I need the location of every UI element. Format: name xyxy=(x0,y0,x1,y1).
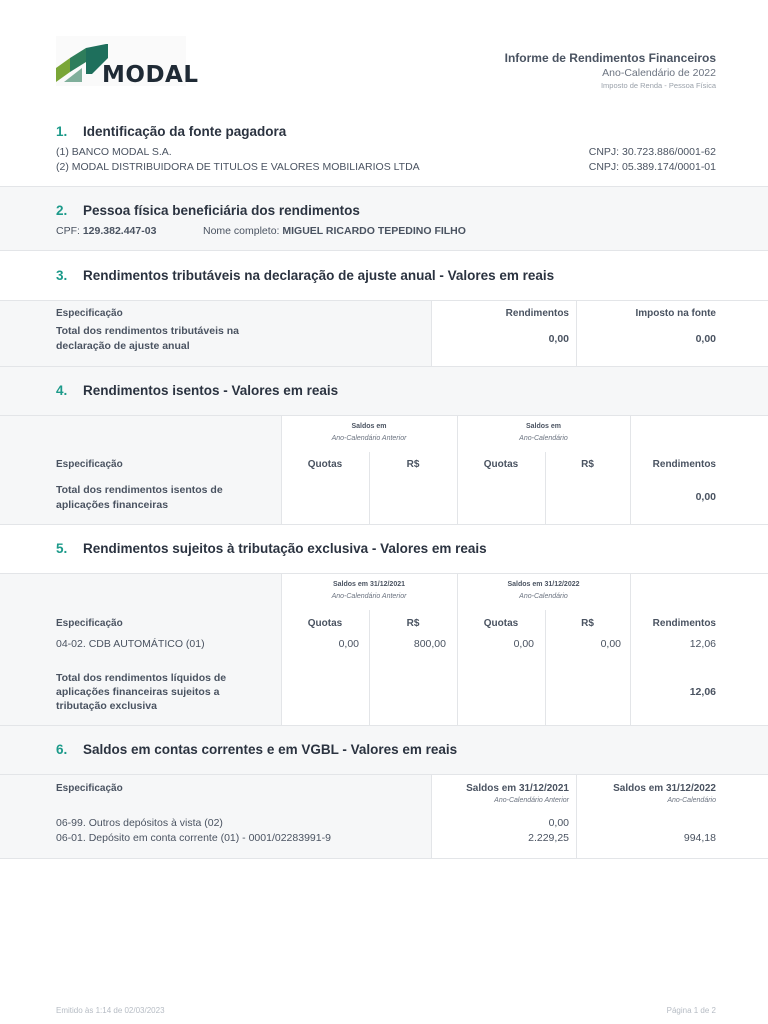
section-4-title xyxy=(56,383,338,398)
name-label: Nome completo: xyxy=(203,225,280,237)
report-year: Ano-Calendário de 2022 xyxy=(602,67,716,79)
s6-row2-v1: 2.229,25 xyxy=(528,832,569,844)
s3-row-label-1: Total dos rendimentos tributáveis na xyxy=(56,325,240,337)
section-2-band xyxy=(0,186,768,250)
s3-row-label-2: declaração de ajuste anual xyxy=(56,340,190,352)
modal-logo xyxy=(56,36,199,88)
s5-row-label: 04-02. CDB AUTOMÁTICO (01) xyxy=(56,638,205,650)
section-1-number: 1. xyxy=(56,124,68,139)
cpf-value: 129.382.447-03 xyxy=(82,225,157,237)
s3-col-imp: Imposto na fonte xyxy=(635,308,716,319)
cpf-label: CPF: xyxy=(56,225,80,237)
s4-rend-value: 0,00 xyxy=(695,491,716,503)
s6-row1-label: 06-99. Outros depósitos à vista (02) xyxy=(56,817,223,829)
s5-grp1-sub: Ano-Calendário Anterior xyxy=(331,593,407,600)
payer-2-cnpj: CNPJ: 05.389.174/0001-01 xyxy=(588,161,716,173)
report-note: Imposto de Renda - Pessoa Física xyxy=(600,81,716,90)
footer-page: Página 1 de 2 xyxy=(666,1006,716,1015)
s5-col-rend: Rendimentos xyxy=(652,618,716,629)
s6-col2-sub: Ano-Calendário xyxy=(667,797,716,804)
s4-row-label-2: aplicações financeiras xyxy=(56,499,169,511)
modal-logo-text: MODAL xyxy=(102,62,199,88)
s4-grp2-sub: Ano-Calendário xyxy=(519,435,568,442)
section-3-title xyxy=(56,268,554,283)
footer-emitted: Emitido às 1:14 de 02/03/2023 xyxy=(56,1006,165,1015)
s5-total-label-2: aplicações financeiras sujeitos a xyxy=(56,686,220,698)
s4-col-rend: Rendimentos xyxy=(652,459,716,470)
s3-imp-value: 0,00 xyxy=(695,333,716,345)
s6-col-spec: Especificação xyxy=(56,783,123,794)
payer-2-name: (2) MODAL DISTRIBUIDORA DE TITULOS E VALORES MOBILIARIOS LTDA xyxy=(56,161,420,173)
divider xyxy=(0,524,768,525)
s6-col1-title: Saldos em 31/12/2021 xyxy=(466,783,569,794)
name-value: MIGUEL RICARDO TEPEDINO FILHO xyxy=(282,225,466,237)
section-5-label: Rendimentos sujeitos à tributação exclusiva - Valores em reais xyxy=(83,541,487,556)
section-4-label: Rendimentos isentos - Valores em reais xyxy=(83,383,339,398)
section-4-number: 4. xyxy=(56,383,68,398)
s5-total-label-1: Total dos rendimentos líquidos de xyxy=(56,672,227,684)
s5-total-label-3: tributação exclusiva xyxy=(56,700,157,712)
s4-grp2-title: Saldos em xyxy=(525,423,561,430)
section-1-label: Identificação da fonte pagadora xyxy=(83,124,287,139)
section-2-title xyxy=(56,203,360,218)
section-5-title xyxy=(56,541,487,556)
s6-row2-label: 06-01. Depósito em conta corrente (01) - 0001/02283991-9 xyxy=(56,832,331,844)
section-1-title xyxy=(56,124,286,139)
section-5-number: 5. xyxy=(56,541,68,556)
s6-col1-sub: Ano-Calendário Anterior xyxy=(494,797,569,804)
s6-row2-v2: 994,18 xyxy=(683,832,716,844)
section-3-number: 3. xyxy=(56,268,68,283)
section-2-label: Pessoa física beneficiária dos rendimentos xyxy=(83,203,360,218)
section-6-title xyxy=(56,742,457,757)
s4-col-quotas-2: Quotas xyxy=(483,459,519,470)
s5-row-rend: 12,06 xyxy=(689,638,716,650)
section-3-label: Rendimentos tributáveis na declaração de ajuste anual - Valores em reais xyxy=(83,268,555,283)
section-6-label: Saldos em contas correntes e em VGBL - Valores em reais xyxy=(83,742,458,757)
s5-col-rs-2: R$ xyxy=(581,618,594,629)
s5-grp2-title: Saldos em 31/12/2022 xyxy=(507,581,580,588)
payer-1-name: (1) BANCO MODAL S.A. xyxy=(56,146,172,158)
s5-row-q2: 0,00 xyxy=(513,638,534,650)
payer-1-cnpj: CNPJ: 30.723.886/0001-62 xyxy=(588,146,716,158)
s5-col-quotas-2: Quotas xyxy=(483,618,519,629)
s3-rend-value: 0,00 xyxy=(548,333,569,345)
report-title: Informe de Rendimentos Financeiros xyxy=(504,51,716,65)
name-row xyxy=(203,225,466,237)
s5-col-spec: Especificação xyxy=(56,618,123,629)
s4-rend-col xyxy=(630,416,768,524)
s4-group-2 xyxy=(457,416,630,524)
s5-grp1-title: Saldos em 31/12/2021 xyxy=(333,581,405,588)
section-6-number: 6. xyxy=(56,742,68,757)
s5-row-rs1: 800,00 xyxy=(413,638,446,650)
section-2-number: 2. xyxy=(56,203,68,218)
divider xyxy=(0,186,768,187)
s4-col-rs-2: R$ xyxy=(581,459,594,470)
s5-col-quotas-1: Quotas xyxy=(307,618,343,629)
s5-row-rs2: 0,00 xyxy=(600,638,621,650)
s6-row1-v1: 0,00 xyxy=(548,817,569,829)
s4-grp1-title: Saldos em xyxy=(351,423,387,430)
s4-col-spec: Especificação xyxy=(56,459,123,470)
s4-col-quotas-1: Quotas xyxy=(307,459,343,470)
s4-row-label-1: Total dos rendimentos isentos de xyxy=(56,484,223,496)
s3-col-spec: Especificação xyxy=(56,308,123,319)
s5-col-rs-1: R$ xyxy=(406,618,420,629)
s5-total-rend: 12,06 xyxy=(689,686,716,698)
s6-col2-title: Saldos em 31/12/2022 xyxy=(613,783,716,794)
cpf-row xyxy=(56,225,156,237)
s4-grp1-sub: Ano-Calendário Anterior xyxy=(331,435,407,442)
s4-col-rs-1: R$ xyxy=(406,459,420,470)
divider xyxy=(0,250,768,251)
s5-grp2-sub: Ano-Calendário xyxy=(519,593,568,600)
divider xyxy=(0,858,768,859)
s5-row-q1: 0,00 xyxy=(338,638,359,650)
s3-col-rend: Rendimentos xyxy=(505,308,569,319)
